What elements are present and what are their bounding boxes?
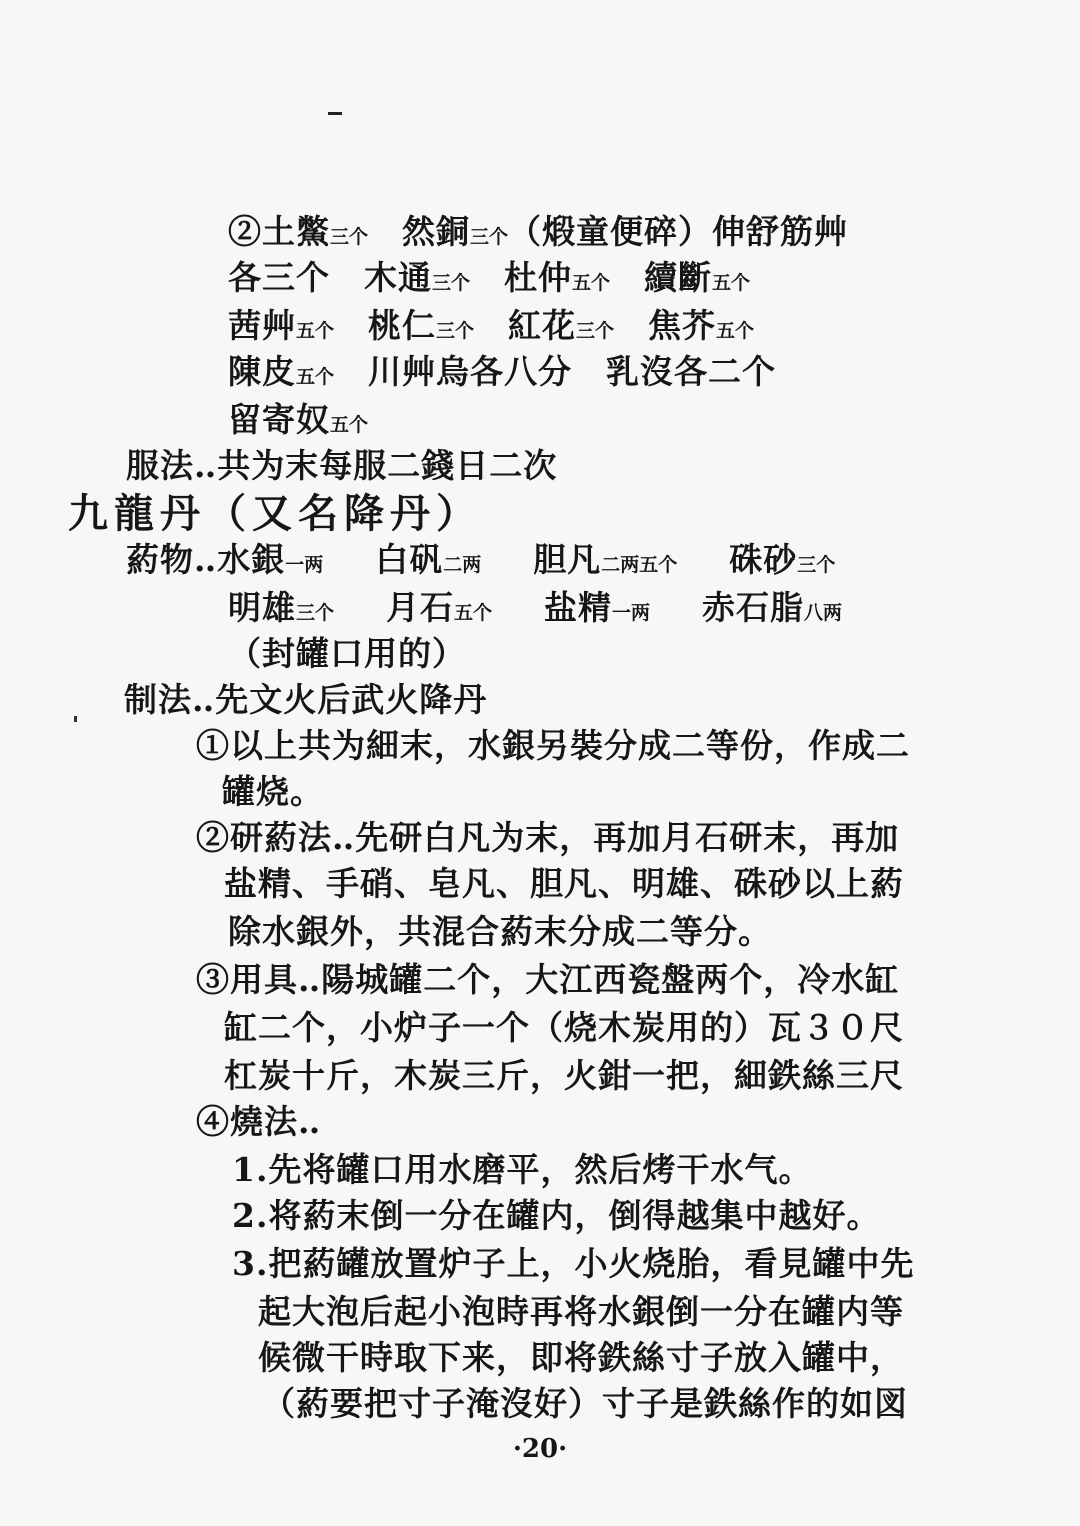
text-segment: 盐精、手硝、皂凡、胆凡、明雄、硃砂以上葯 (224, 864, 904, 903)
text-segment: 3.把葯罐放置炉子上，小火烧胎，看見罐中先 (232, 1244, 915, 1283)
text-segment: 赤石脂 (702, 588, 805, 627)
text-segment: 2.将葯末倒一分在罐内，倒得越集中越好。 (232, 1196, 881, 1235)
text-segment: 各三个 (228, 258, 330, 297)
text-line (224, 1056, 904, 1096)
text-segment: ③用具‥陽城罐二个，大江西瓷盤两个，冷水缸 (196, 960, 900, 999)
text-segment: 缸二个，小炉子一个（烧木炭用的）瓦３０尺 (224, 1008, 904, 1047)
text-line (228, 634, 466, 674)
text-segment: ④燒法‥ (196, 1102, 322, 1141)
text-segment: （封罐口用的） (228, 634, 466, 673)
quantity-note: 五个 (454, 602, 493, 624)
quantity-note: 五个 (330, 414, 369, 436)
text-line (126, 540, 835, 585)
text-line (228, 258, 750, 303)
text-line (228, 400, 368, 445)
text-segment: 1.先将罐口用水磨平，然后烤干水气。 (232, 1150, 813, 1189)
text-segment: 茜艸 (228, 306, 296, 345)
stray-mark (74, 716, 77, 722)
text-line (228, 588, 842, 633)
text-line (224, 864, 904, 904)
text-line (232, 1150, 812, 1190)
text-segment: ②土鱉 (228, 212, 330, 251)
text-segment: ①以上共为細末，水銀另裝分成二等份，作成二 (196, 726, 910, 765)
text-segment: 葯物‥水銀 (126, 540, 286, 579)
text-line (196, 726, 910, 766)
text-segment: 制法‥先文火后武火降丹 (124, 680, 488, 719)
section-title (68, 490, 482, 537)
text-segment: 月石 (386, 588, 455, 627)
text-line (196, 960, 899, 1000)
text-segment: 胆凡 (533, 540, 602, 579)
text-segment: 焦芥 (648, 306, 717, 345)
text-line (196, 818, 899, 858)
text-line (124, 680, 487, 720)
quantity-note: 三个 (470, 226, 509, 248)
text-segment: ②研葯法‥先研白凡为末，再加月石研末，再加 (196, 818, 900, 857)
quantity-note: 三个 (797, 554, 836, 576)
text-line (126, 446, 557, 486)
text-line (262, 1384, 908, 1424)
text-line (228, 212, 848, 257)
text-line (232, 1244, 914, 1284)
quantity-note: 五个 (712, 272, 751, 294)
quantity-note: 一两 (285, 554, 324, 576)
quantity-note: 五个 (716, 320, 755, 342)
text-segment: 白矾 (375, 540, 444, 579)
quantity-note: 五个 (296, 366, 335, 388)
page-number: ·20· (512, 1434, 568, 1464)
text-segment: 硃砂 (729, 540, 798, 579)
text-segment: 杠炭十斤，木炭三斤，火鉗一把，細鉄絲三尺 (224, 1056, 904, 1095)
text-segment: （煅童便碎）伸舒筋艸 (508, 212, 849, 251)
text-segment: 九龍丹（又名降丹） (68, 490, 482, 537)
quantity-note: 五个 (572, 272, 611, 294)
quantity-note: 三个 (330, 226, 369, 248)
text-segment: 盐精 (544, 588, 613, 627)
text-segment: 續斷 (644, 258, 713, 297)
quantity-note: 五个 (296, 320, 335, 342)
text-segment: 紅花 (508, 306, 577, 345)
quantity-note: 八两 (804, 602, 843, 624)
text-line (232, 1196, 880, 1236)
quantity-note: 三个 (576, 320, 615, 342)
text-segment: 起大泡后起小泡時再将水銀倒一分在罐内等 (258, 1292, 904, 1331)
quantity-note: 二两五个 (601, 554, 678, 576)
text-segment: 杜仲 (504, 258, 573, 297)
text-segment: 川艸烏各八分 (368, 352, 573, 391)
text-segment: 明雄 (228, 588, 296, 627)
text-segment: 留寄奴 (228, 400, 330, 439)
quantity-note: 二两 (443, 554, 482, 576)
text-line (258, 1338, 904, 1378)
quantity-note: 三个 (432, 272, 471, 294)
text-segment: 除水銀外，共混合葯末分成二等分。 (228, 912, 772, 951)
text-line (196, 1102, 321, 1142)
text-segment: （葯要把寸子淹沒好）寸子是鉄絲作的如図 (262, 1384, 908, 1423)
text-segment: 桃仁 (368, 306, 437, 345)
text-segment: 罐烧。 (222, 772, 324, 811)
text-line (224, 1008, 904, 1048)
text-segment: 然銅 (402, 212, 471, 251)
text-segment: 乳沒各二个 (606, 352, 777, 391)
quantity-note: 三个 (296, 602, 335, 624)
stray-mark (328, 112, 342, 115)
text-line (228, 306, 754, 351)
quantity-note: 一两 (612, 602, 651, 624)
text-line (228, 352, 776, 397)
text-line (258, 1292, 904, 1332)
quantity-note: 三个 (436, 320, 475, 342)
text-line (228, 912, 772, 952)
text-segment: 陳皮 (228, 352, 296, 391)
text-segment: 服法‥共为末每服二錢日二次 (126, 446, 558, 485)
text-segment: 木通 (364, 258, 432, 297)
text-line (222, 772, 324, 812)
text-segment: 候微干時取下来，即将鉄絲寸子放入罐中， (258, 1338, 904, 1377)
